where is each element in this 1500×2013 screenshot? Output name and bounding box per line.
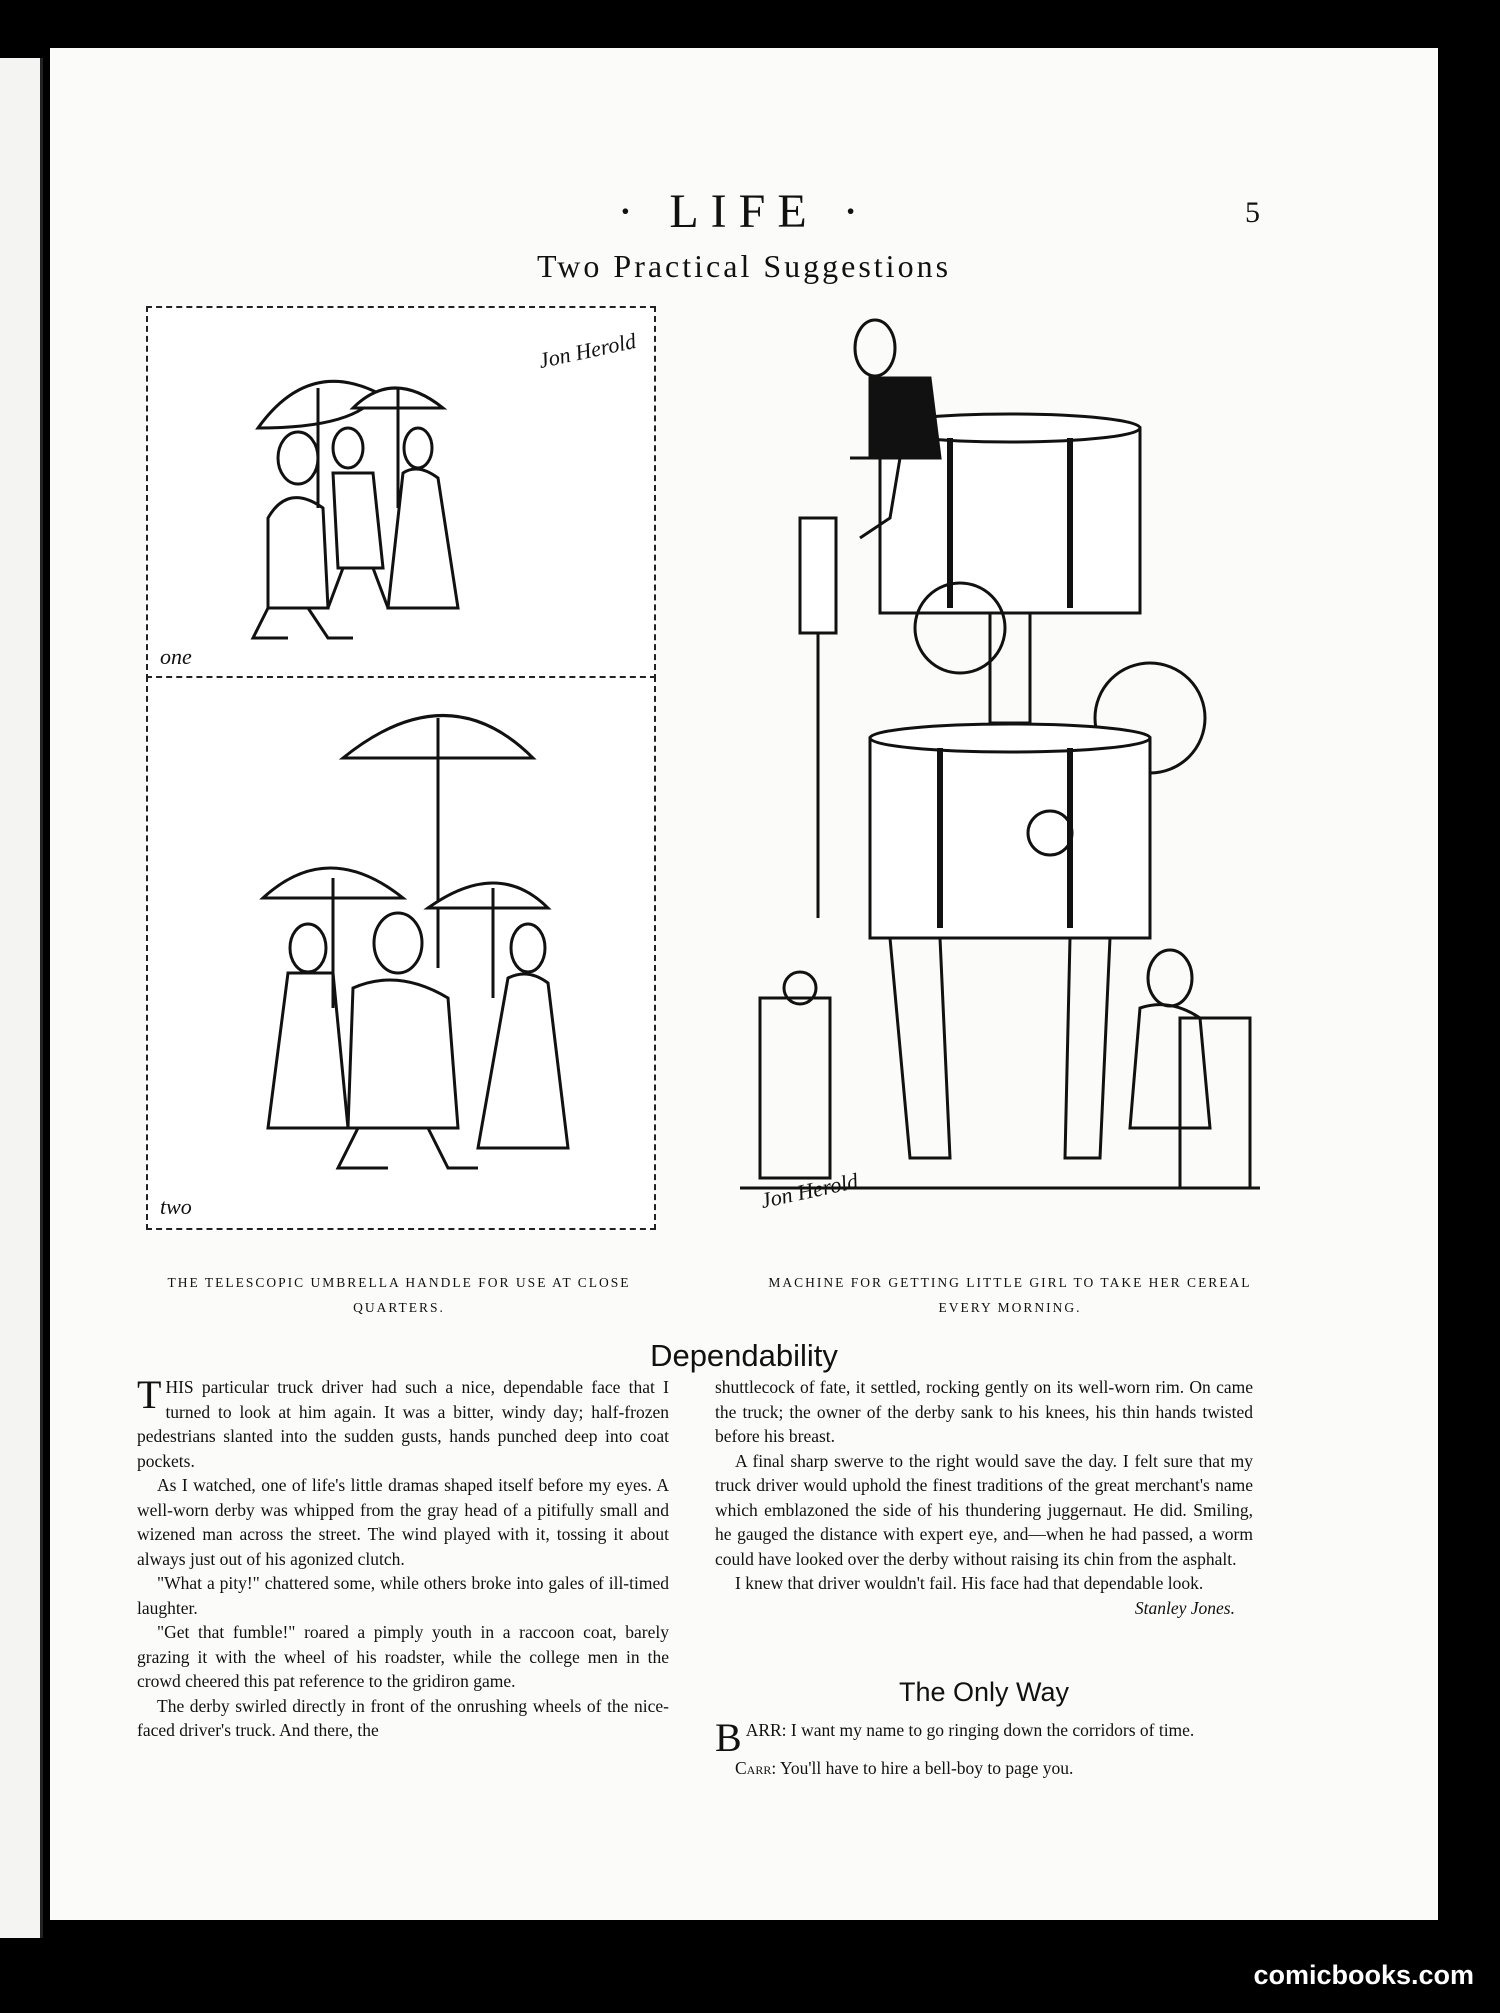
magazine-page [50,48,1438,1920]
article-title: Dependability [650,1338,838,1373]
article-column-left [137,1372,669,1743]
masthead-row [50,184,1438,239]
article-column-right [715,1375,1253,1620]
drop-cap: T [137,1372,162,1417]
page-number: 5 [1245,196,1260,229]
caption-machine: MACHINE FOR GETTING LITTLE GIRL TO TAKE HER CEREAL EVERY MORNING. [768,1275,1252,1315]
article-paragraph: I knew that driver wouldn't fail. His face had that dependable look. Stanley Jones. [715,1571,1253,1596]
artist-signature-right: Jon Herold [758,1168,861,1214]
article-paragraph: "Get that fumble!" roared a pimply youth in a raccoon coat, barely grazing it with the wheel of his roadster, while the college men in the crowd cheered this pat reference to the gridiron game. [137,1622,669,1691]
masthead: · LIFE · [617,185,871,238]
artist-signature: Jon Herold [536,328,639,374]
dialogue-line: BARR: I want my name to go ringing down the corridors of time. [715,1715,1195,1760]
article-paragraph: The derby swirled directly in front of the onrushing wheels of the nice-faced driver's truck. And there, the [137,1695,669,1740]
previous-page-edge [0,58,43,1938]
drop-cap: B [715,1715,742,1760]
caption-umbrella: THE TELESCOPIC UMBRELLA HANDLE FOR USE AT CLOSE QUARTERS. [167,1275,631,1315]
page-title: Two Practical Suggestions [536,248,952,284]
article-paragraph: THIS particular truck driver had such a nice, dependable face that I turned to look at him again. It was a bitter, windy day; half-frozen pedestrians slanted into the sudden gusts, hands punched deep into coat pockets. [137,1372,669,1471]
cereal-machine-illustration [740,298,1280,1248]
article-author: Stanley Jones. [1134,1597,1235,1618]
cereal-machine-cartoon [740,298,1280,1248]
article-paragraph: As I watched, one of life's little dramas shaped itself before my eyes. A well-worn derby was whipped from the gray head of a pitifully small and wizened man across the street. The wind played with it, tossing it about always just out of his agonized clutch. [137,1475,669,1569]
cartoon-panel-two [146,676,656,1230]
joke-title: The Only Way [898,1677,1070,1707]
site-watermark: comicbooks.com [1253,1960,1474,1990]
joke-dialogue [715,1715,1253,1781]
dialogue-line: Carr: You'll have to hire a bell-boy to page you. [735,1758,1074,1778]
article-paragraph: A final sharp swerve to the right would save the day. I felt sure that my truck driver would uphold the finest traditions of the great merchant's name which emblazoned the side of his thundering juggernaut. He did. Smiling, he gauged the distance with expert eye, and—when he had passed, a worm could have looked over the derby without raising its chin from the asphalt. [715,1450,1253,1569]
panel-label-two: two [160,1194,192,1219]
article-paragraph: "What a pity!" chattered some, while others broke into gales of ill-timed laughter. [137,1573,669,1618]
panel-label-one: one [160,644,192,669]
cartoon-panel-one [146,306,656,680]
article-paragraph: shuttlecock of fate, it settled, rocking gently on its well-worn rim. On came the truck; the owner of the derby sank to his knees, his thin hands twisted before his breast. [715,1377,1253,1446]
umbrella-illustration-two [148,678,654,1228]
